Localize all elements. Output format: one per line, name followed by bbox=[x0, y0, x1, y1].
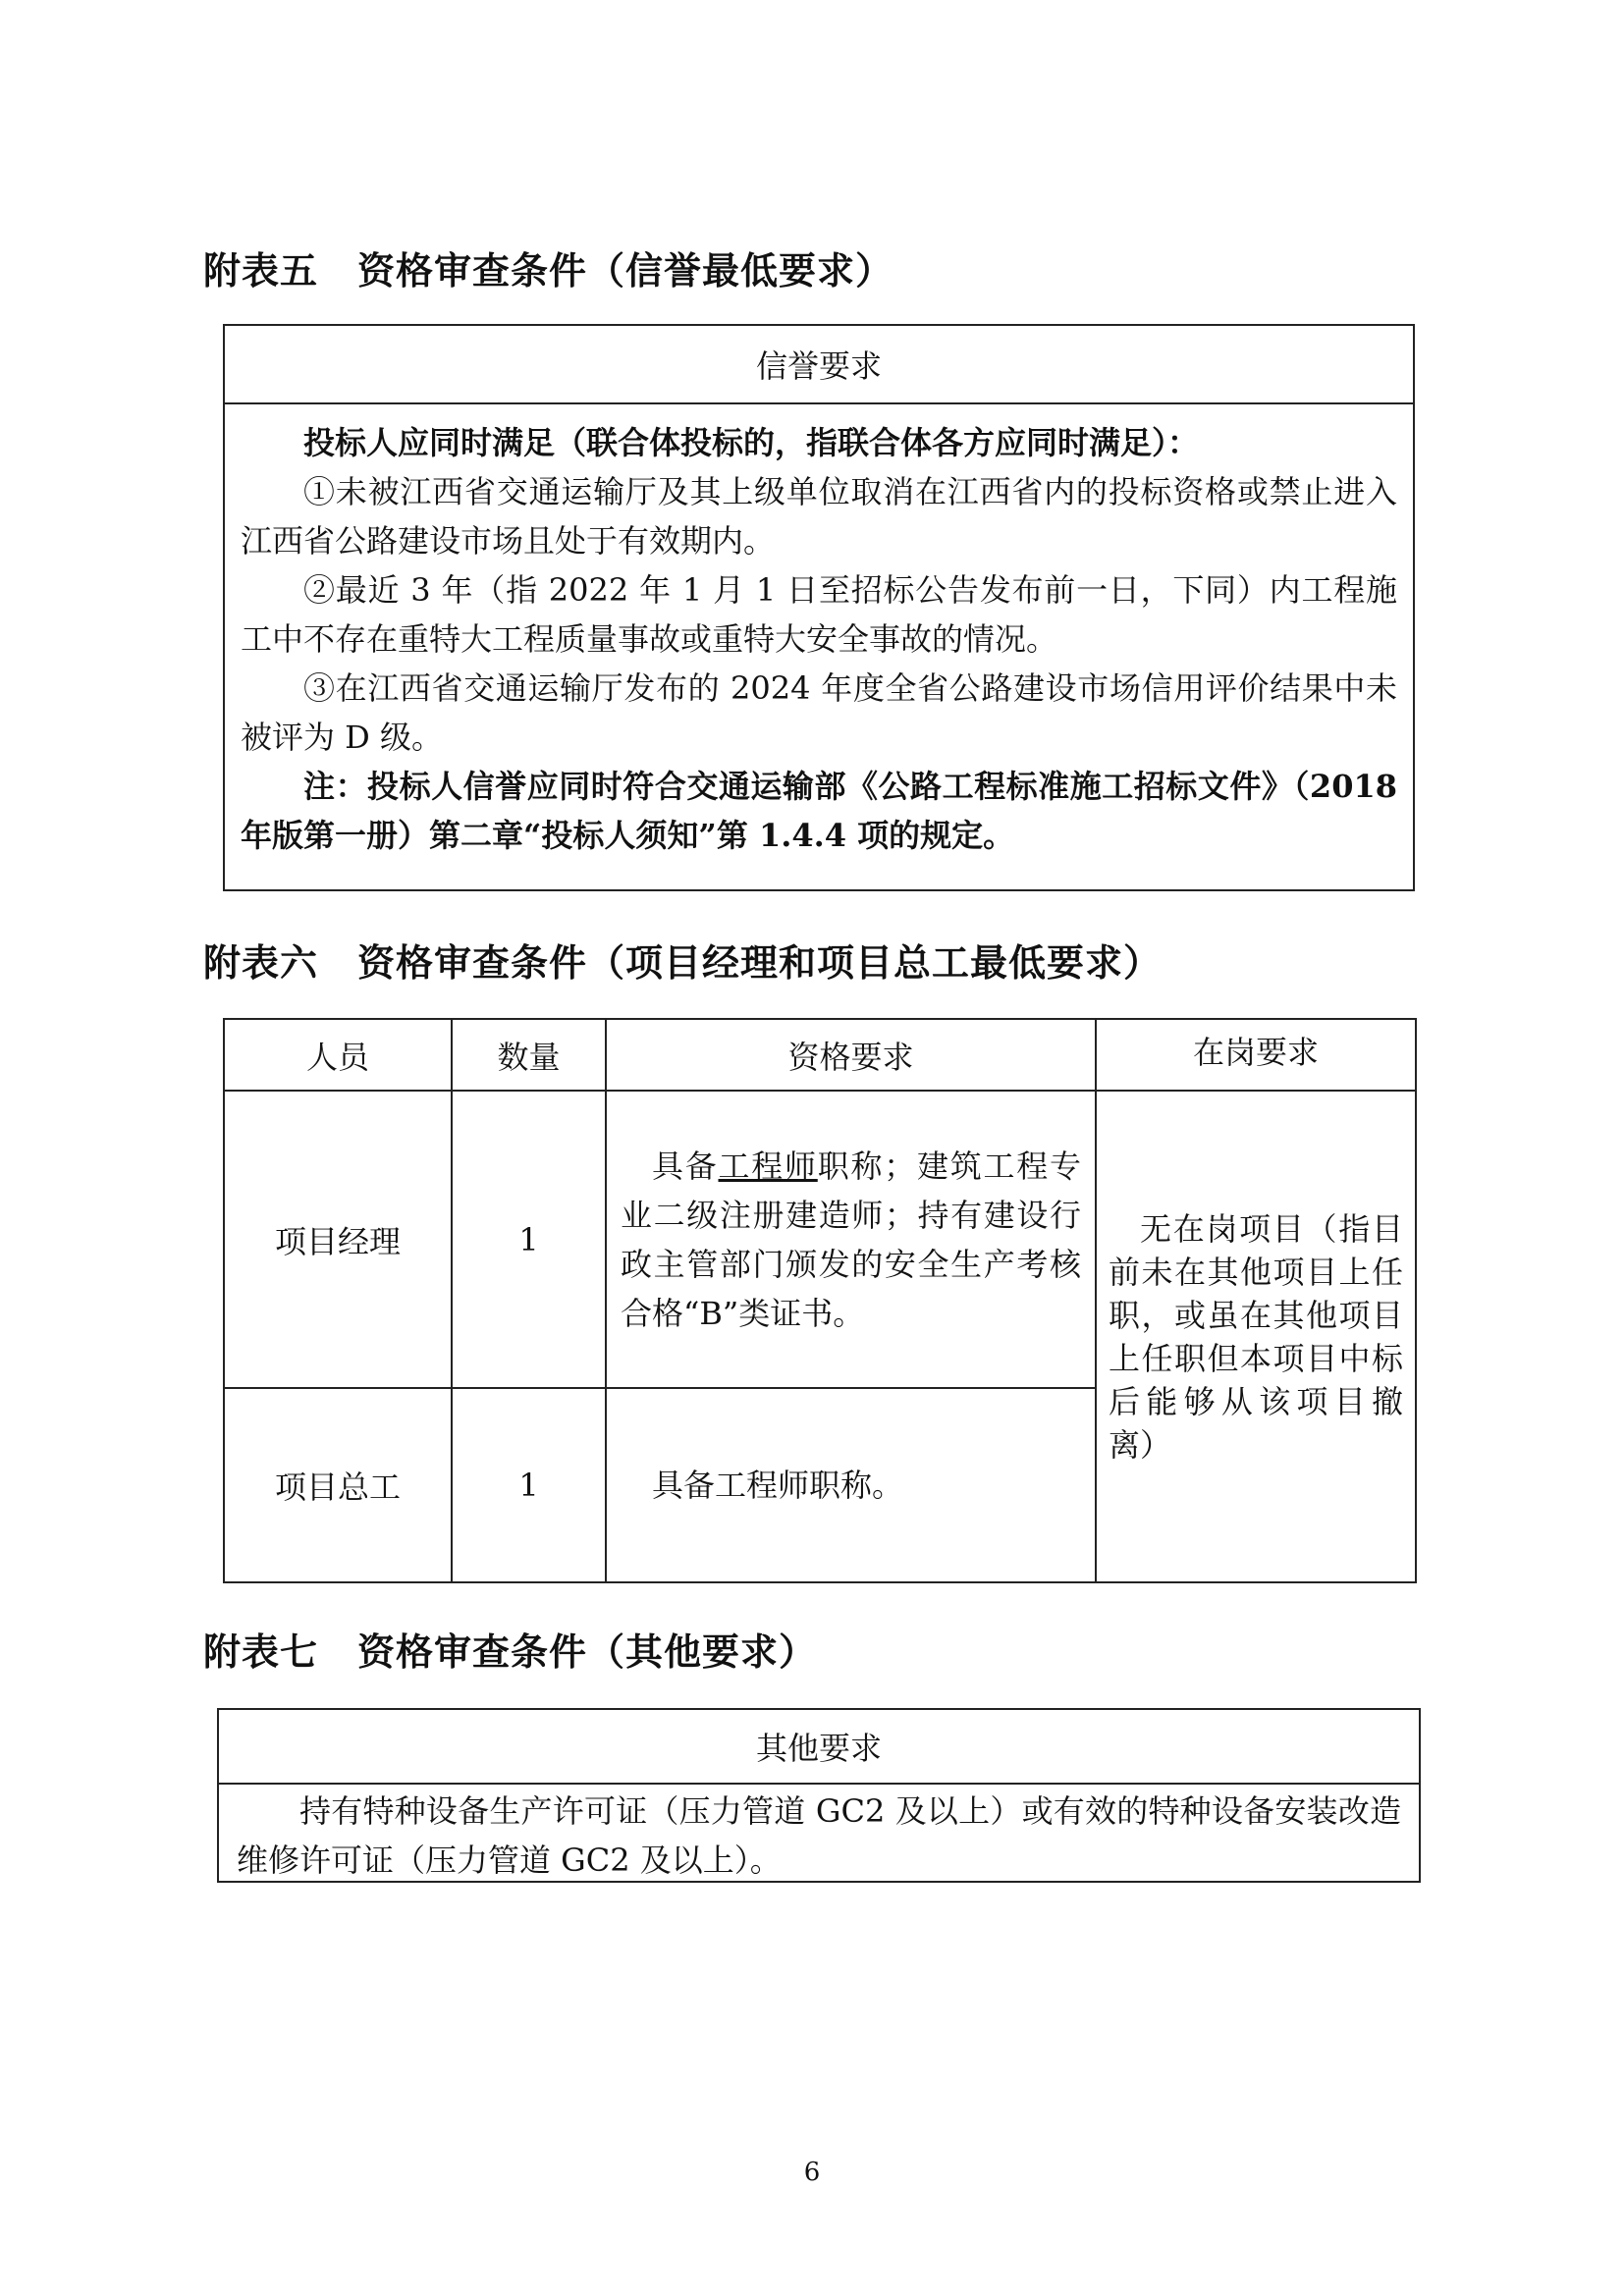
row2-count: 1 bbox=[452, 1388, 606, 1582]
section7-heading bbox=[203, 1622, 817, 1676]
row1-count: 1 bbox=[452, 1091, 606, 1388]
section7-heading-title: 资格审查条件（其他要求） bbox=[357, 1630, 818, 1674]
row1-qualification bbox=[606, 1091, 1096, 1388]
other-requirement-text: 持有特种设备生产许可证（压力管道 GC2 及以上）或有效的特种设备安装改造维修许可证（压力管道 GC2 及以上）。 bbox=[237, 1792, 1401, 1879]
row1-req-underlined: 工程师 bbox=[718, 1147, 818, 1185]
row2-person: 项目总工 bbox=[224, 1388, 452, 1582]
row2-qualification bbox=[606, 1388, 1096, 1582]
credit-note: 注：投标人信誉应同时符合交通运输部《公路工程标准施工招标文件》（2018 年版第一册）第二章“投标人须知”第 1.4.4 项的规定。 bbox=[241, 768, 1397, 854]
onduty-text: 无在岗项目（指目前未在其他项目上任职，或虽在其他项目上任职但本项目中标后能够从该项目撤离） bbox=[1109, 1209, 1403, 1464]
credit-item-2: ②最近 3 年（指 2022 年 1 月 1 日至招标公告发布前一日，下同）内工程施工中不存在重特大工程质量事故或重特大安全事故的情况。 bbox=[241, 571, 1397, 658]
header-onduty: 在岗要求 bbox=[1096, 1019, 1416, 1091]
section6-heading-title: 资格审查条件（项目经理和项目总工最低要求） bbox=[357, 941, 1163, 985]
section5-heading bbox=[203, 240, 893, 294]
section5-heading-num: 附表五 bbox=[203, 249, 319, 293]
credit-box-header: 信誉要求 bbox=[225, 326, 1413, 404]
credit-requirements-box bbox=[223, 324, 1415, 891]
row2-req-text: 具备工程师职称。 bbox=[652, 1467, 904, 1504]
credit-item-1: ①未被江西省交通运输厅及其上级单位取消在江西省内的投标资格或禁止进入江西省公路建设市场且处于有效期内。 bbox=[241, 473, 1397, 560]
header-count: 数量 bbox=[452, 1019, 606, 1091]
row1-req-post: 职称；建筑工程专业二级注册建造师；持有建设行政主管部门颁发的安全生产考核合格“B”类证书。 bbox=[621, 1147, 1081, 1332]
row1-req-pre: 具备 bbox=[652, 1147, 719, 1185]
credit-intro: 投标人应同时满足（联合体投标的，指联合体各方应同时满足）： bbox=[303, 424, 1200, 461]
header-person: 人员 bbox=[224, 1019, 452, 1091]
onduty-requirement bbox=[1096, 1091, 1416, 1582]
other-box-header: 其他要求 bbox=[219, 1710, 1419, 1785]
section7-heading-num: 附表七 bbox=[203, 1630, 319, 1674]
page-number: 6 bbox=[803, 2158, 821, 2187]
personnel-table bbox=[223, 1018, 1417, 1583]
personnel-table-header-row bbox=[224, 1019, 1416, 1091]
credit-box-body bbox=[225, 404, 1413, 860]
table-row bbox=[224, 1091, 1416, 1388]
other-requirements-box bbox=[217, 1708, 1421, 1883]
section6-heading bbox=[203, 933, 1162, 987]
row1-person: 项目经理 bbox=[224, 1091, 452, 1388]
section6-heading-num: 附表六 bbox=[203, 941, 319, 985]
section5-heading-title: 资格审查条件（信誉最低要求） bbox=[357, 249, 894, 293]
header-qualification: 资格要求 bbox=[606, 1019, 1096, 1091]
credit-item-3: ③在江西省交通运输厅发布的 2024 年度全省公路建设市场信用评价结果中未被评为 D 级。 bbox=[241, 669, 1397, 756]
other-box-body bbox=[219, 1785, 1419, 1885]
